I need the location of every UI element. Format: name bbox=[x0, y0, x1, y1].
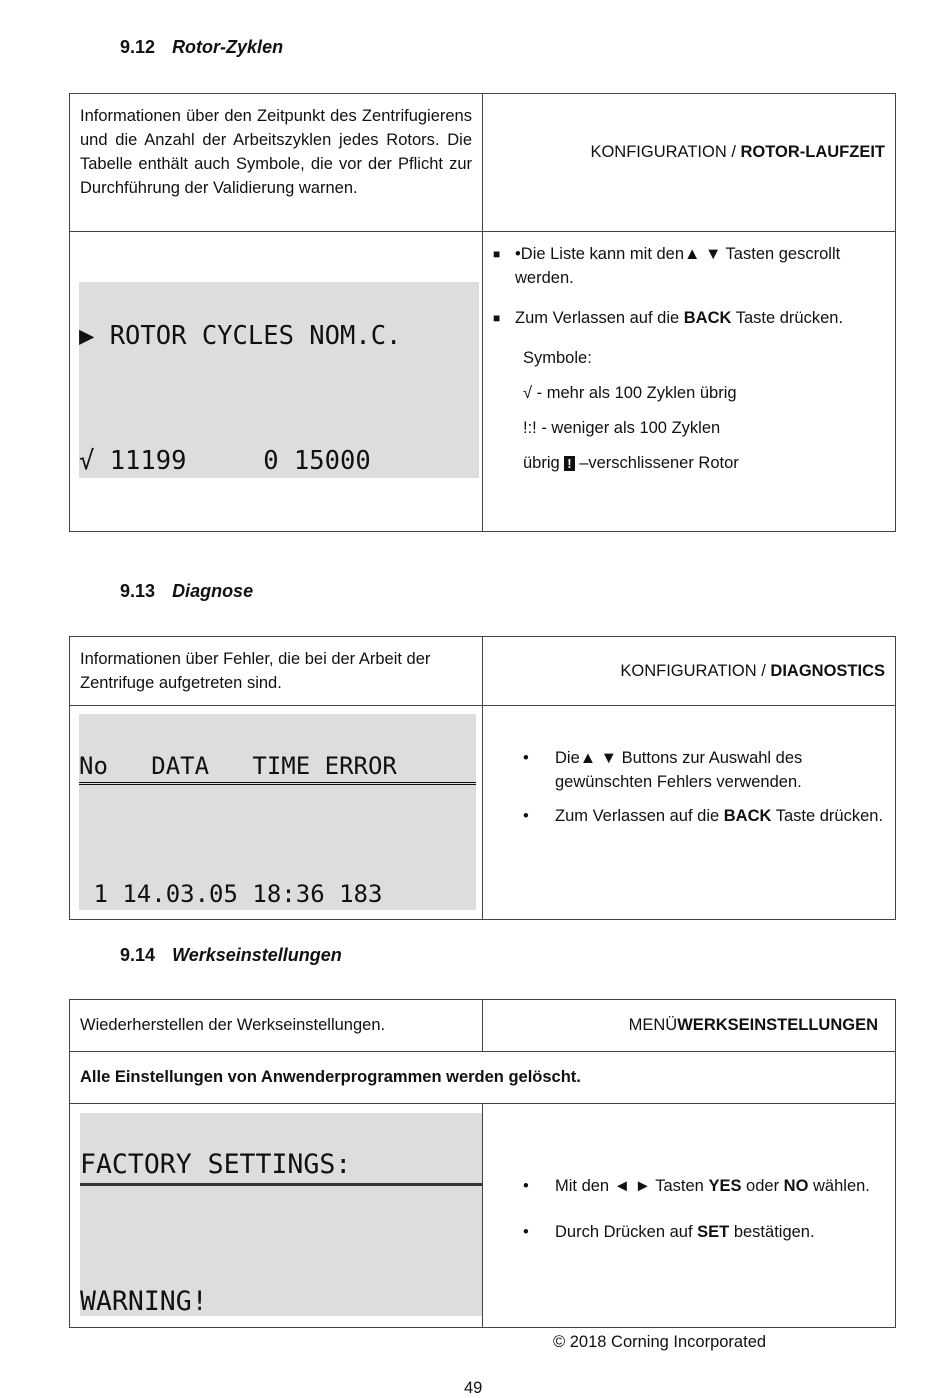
bullet-icon: • bbox=[523, 749, 529, 767]
page-number: 49 bbox=[464, 1379, 483, 1397]
square-bullet-icon: ■ bbox=[493, 247, 501, 261]
symbol-worn bbox=[523, 451, 895, 475]
yes-key-label: YES bbox=[708, 1177, 742, 1195]
lcd-factory-settings-screen bbox=[80, 1113, 483, 1316]
list-item bbox=[483, 804, 895, 828]
diagnostics-table bbox=[69, 636, 896, 920]
lcd-header: ▶ ROTOR CYCLES NOM.C. bbox=[79, 321, 402, 351]
section-number: 9.12 bbox=[120, 37, 156, 57]
section-title: Rotor-Zyklen bbox=[172, 37, 284, 57]
worn-rotor-icon: ! bbox=[564, 456, 574, 471]
list-item-text-end: bestätigen. bbox=[729, 1223, 815, 1241]
back-key-label: BACK bbox=[723, 807, 772, 825]
bullet-icon: • bbox=[523, 1177, 529, 1195]
section-title: Diagnose bbox=[172, 581, 254, 601]
menu-path-prefix: KONFIGURATION / bbox=[590, 142, 741, 161]
symbol-legend-label: Symbole: bbox=[523, 349, 592, 367]
symbol-ok: √ - mehr als 100 Zyklen übrig bbox=[523, 384, 737, 402]
lcd-header: No DATA TIME ERROR bbox=[79, 752, 476, 785]
section-title: Werkseinstellungen bbox=[172, 945, 342, 965]
rotor-cycles-description: Informationen über den Zeitpunkt des Zentrifugierens und die Anzahl der Arbeitszyklen jedes Rotors. Die Tabelle enthält auch Symbole, die vor der Pflicht zur Durchführung der Validierung warnen. bbox=[80, 107, 472, 197]
back-key-label: BACK bbox=[683, 309, 732, 327]
section-heading-9-14 bbox=[120, 945, 342, 966]
menu-path-target: ROTOR-LAUFZEIT bbox=[740, 142, 885, 161]
instruction-list bbox=[483, 242, 895, 330]
lcd-rows bbox=[80, 1224, 483, 1316]
list-item bbox=[483, 1174, 895, 1198]
lcd-diagnostics-screen bbox=[79, 714, 476, 910]
section-number: 9.13 bbox=[120, 581, 156, 601]
diagnostics-description: Informationen über Fehler, die bei der Arbeit der Zentrifuge aufgetreten sind. bbox=[80, 650, 431, 692]
lcd-row: WARNING! bbox=[80, 1286, 208, 1316]
list-item-text-end: Taste drücken. bbox=[771, 807, 884, 825]
list-item bbox=[483, 1220, 895, 1244]
square-bullet-icon: ■ bbox=[493, 311, 501, 325]
list-item-text-mid: oder bbox=[741, 1177, 784, 1195]
instruction-list bbox=[483, 1174, 895, 1244]
bullet-icon: • bbox=[523, 1223, 529, 1241]
section-number: 9.14 bbox=[120, 945, 156, 965]
list-item bbox=[483, 242, 895, 290]
lcd-rows bbox=[79, 400, 479, 478]
lcd-rotor-cycles-screen bbox=[79, 282, 479, 478]
menu-path-target: WERKSEINSTELLUNGEN bbox=[677, 1016, 878, 1034]
copyright-notice: © 2018 Corning Incorporated bbox=[553, 1333, 767, 1351]
lcd-row: 1 14.03.05 18:36 183 bbox=[79, 880, 383, 908]
list-item-text: Durch Drücken auf bbox=[555, 1223, 698, 1241]
list-item-text: Zum Verlassen auf die bbox=[555, 807, 724, 825]
list-item bbox=[483, 306, 895, 330]
symbol-worn-text: –verschlissener Rotor bbox=[574, 454, 739, 472]
list-item-text: Zum Verlassen auf die bbox=[515, 309, 684, 327]
rotor-cycles-table bbox=[69, 93, 896, 532]
list-item-text: Mit den ◄ ► Tasten bbox=[555, 1177, 709, 1195]
bullet-icon: • bbox=[523, 807, 529, 825]
data-loss-warning: Alle Einstellungen von Anwenderprogrammen werden gelöscht. bbox=[80, 1068, 581, 1086]
factory-settings-description: Wiederherstellen der Werkseinstellungen. bbox=[80, 1016, 386, 1034]
lcd-row: √ 11199 0 15000 bbox=[79, 446, 371, 476]
list-item-text-end: Taste drücken. bbox=[731, 309, 844, 327]
menu-path bbox=[483, 662, 895, 681]
lcd-rows bbox=[79, 823, 476, 910]
list-item bbox=[483, 746, 895, 794]
list-item-text: •Die Liste kann mit den▲ ▼ Tasten gescrollt werden. bbox=[515, 245, 841, 287]
section-heading-9-12 bbox=[120, 37, 283, 58]
menu-path-prefix: MENÜ bbox=[628, 1016, 678, 1034]
menu-path bbox=[483, 1016, 895, 1035]
symbol-warning: !:! - weniger als 100 Zyklen bbox=[523, 419, 721, 437]
menu-path bbox=[483, 143, 895, 162]
no-key-label: NO bbox=[783, 1177, 809, 1195]
factory-settings-table bbox=[69, 999, 896, 1328]
set-key-label: SET bbox=[697, 1223, 730, 1241]
menu-path-prefix: KONFIGURATION / bbox=[620, 661, 771, 680]
list-item-text-end: wählen. bbox=[808, 1177, 870, 1195]
symbol-legend bbox=[483, 346, 895, 475]
lcd-header: FACTORY SETTINGS: bbox=[80, 1151, 483, 1186]
symbol-worn-prefix: übrig bbox=[523, 454, 565, 472]
menu-path-target: DIAGNOSTICS bbox=[770, 661, 885, 680]
instruction-list bbox=[483, 746, 895, 828]
list-item-text: Die▲ ▼ Buttons zur Auswahl des gewünschten Fehlers verwenden. bbox=[555, 749, 803, 791]
section-heading-9-13 bbox=[120, 581, 253, 602]
